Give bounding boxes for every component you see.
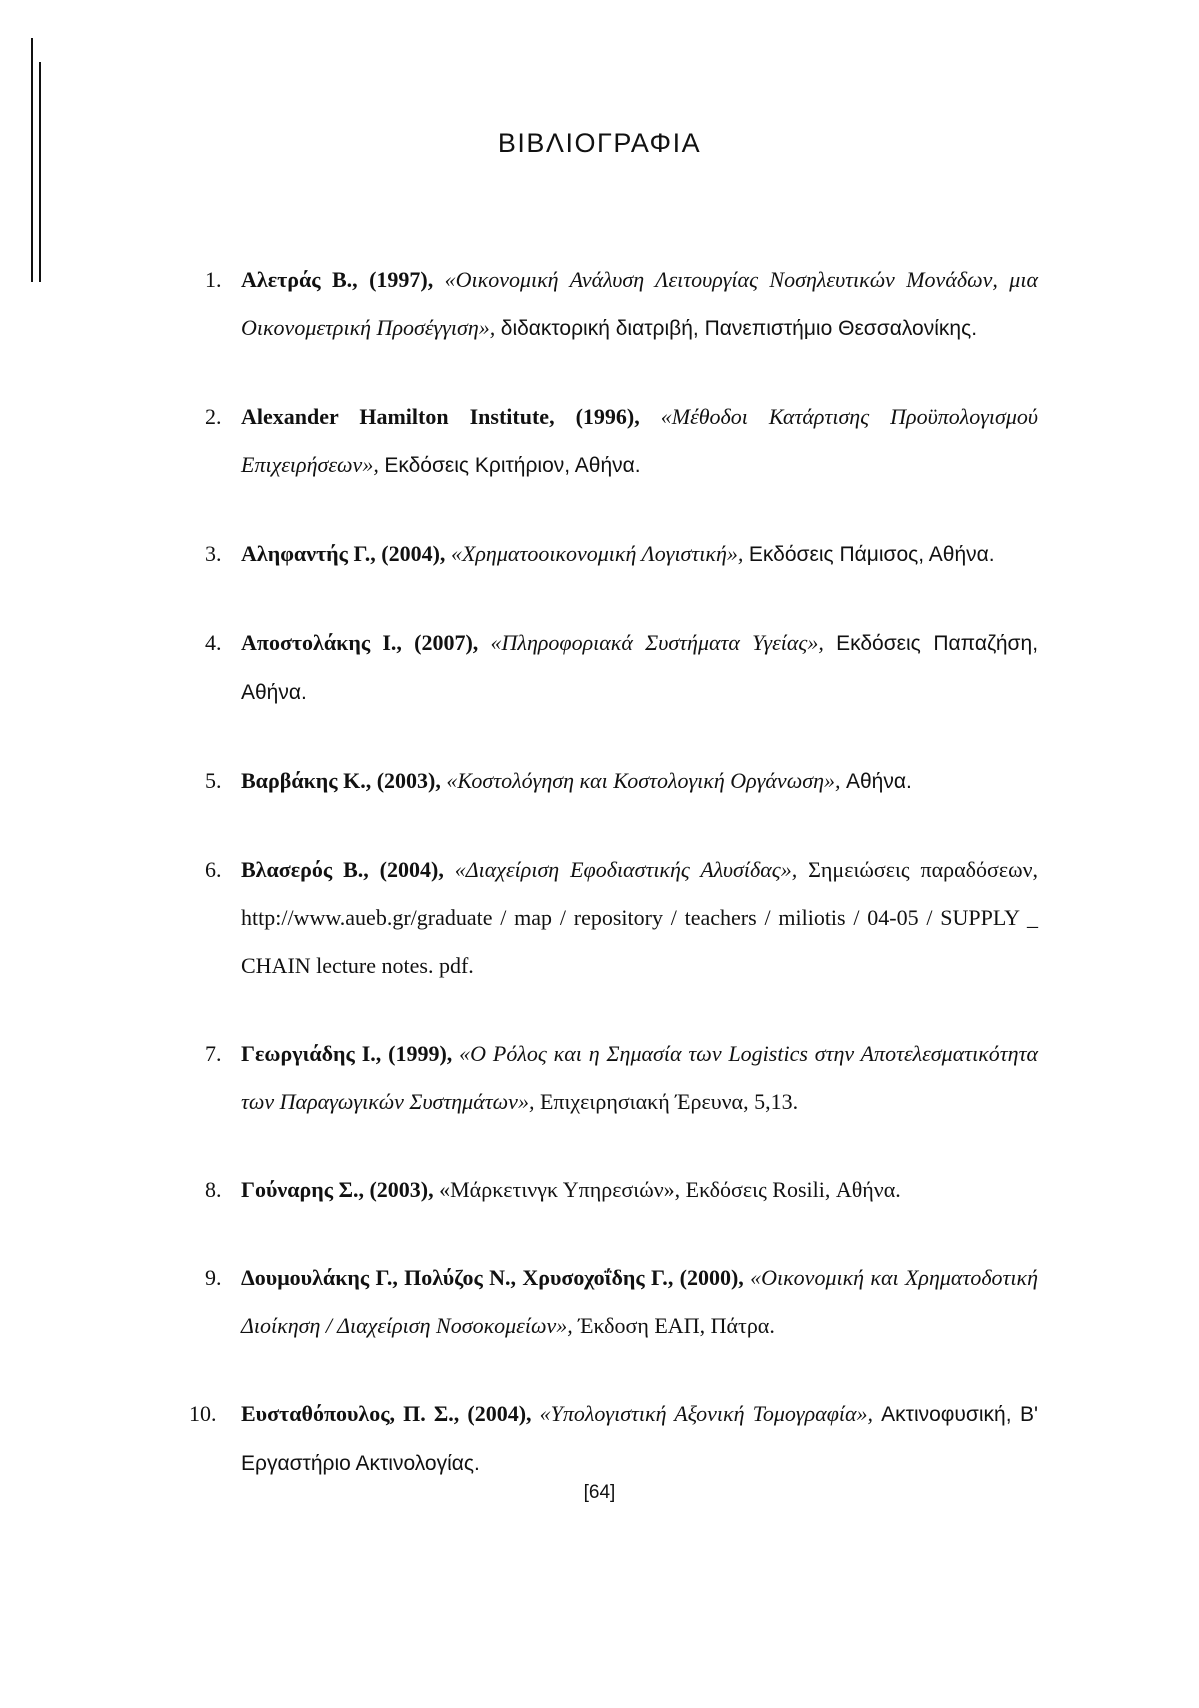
scan-edge-line <box>39 62 41 282</box>
reference-title: «Ο Ρόλος και η Σημασία των Logistics στην Αποτελεσματικότητα των Παραγωγικών Συστημάτων», <box>241 1041 1039 1114</box>
reference-author: Αληφαντής Γ. <box>241 541 371 566</box>
reference-year: , (1996), <box>549 404 640 429</box>
reference-item <box>205 1030 1038 1126</box>
reference-publisher: Εκδόσεις Πάμισος, Αθήνα. <box>748 543 995 566</box>
scan-edge-line <box>31 38 33 282</box>
reference-title: «Μάρκετινγκ Υπηρεσιών», <box>439 1177 681 1202</box>
reference-publisher: Εκδόσεις Κριτήριον, Αθήνα. <box>384 454 641 477</box>
reference-number: 3. <box>205 541 222 566</box>
reference-author: Δουμουλάκης Γ., Πολύζος Ν., Χρυσοχοΐδης Γ. <box>241 1265 668 1290</box>
reference-publisher: Έκδοση ΕΑΠ, Πάτρα. <box>578 1313 775 1338</box>
reference-title: «Πληροφοριακά Συστήματα Υγείας», <box>490 630 824 655</box>
reference-year: , (2000), <box>667 1265 744 1290</box>
reference-publisher: Επιχειρησιακή Έρευνα, 5,13. <box>539 1089 799 1114</box>
reference-publisher: διδακτορική διατριβή, Πανεπιστήμιο Θεσσαλονίκης. <box>500 317 978 340</box>
reference-number: 1. <box>205 267 222 292</box>
reference-item <box>189 1390 1039 1488</box>
reference-year: , (1999), <box>375 1041 453 1066</box>
reference-item <box>205 393 1038 490</box>
reference-title: «Κοστολόγηση και Κοστολογική Οργάνωση», <box>446 768 841 793</box>
reference-item <box>205 619 1038 717</box>
reference-number: 7. <box>205 1041 222 1066</box>
reference-title: «Μέθοδοι Κατάρτισης Προϋπολογισμού Επιχειρήσεων», <box>241 404 1039 477</box>
reference-item <box>205 530 1038 579</box>
reference-number: 8. <box>205 1177 222 1202</box>
reference-title: «Χρηματοοικονομική Λογιστική», <box>450 541 744 566</box>
reference-author: Alexander Hamilton Institute <box>241 404 550 429</box>
reference-title: «Διαχείριση Εφοδιαστικής Αλυσίδας», <box>454 857 798 882</box>
reference-number: 10. <box>189 1401 217 1426</box>
reference-author: Γεωργιάδης Ι. <box>241 1041 376 1066</box>
reference-year: , (2004), <box>453 1401 532 1426</box>
reference-number: 6. <box>205 857 222 882</box>
reference-author: Αποστολάκης Ι. <box>241 630 397 655</box>
reference-year: , (2003), <box>358 1177 434 1202</box>
reference-publisher: Αθήνα. <box>846 770 912 793</box>
reference-year: , (1997), <box>352 267 434 292</box>
reference-item <box>205 1166 1038 1214</box>
reference-author: Ευσταθόπουλος, Π. Σ. <box>241 1401 454 1426</box>
reference-title: «Οικονομική και Χρηματοδοτική Διοίκηση / Διαχείριση Νοσοκομείων», <box>241 1265 1039 1338</box>
reference-number: 5. <box>205 768 222 793</box>
reference-number: 9. <box>205 1265 222 1290</box>
page-title: ΒΙΒΛΙΟΓΡΑΦΙΑ <box>497 128 702 158</box>
reference-number: 4. <box>205 630 222 655</box>
reference-year: , (2004), <box>370 541 446 566</box>
reference-publisher: Εκδόσεις Παπαζήση, Αθήνα. <box>241 632 1039 704</box>
reference-year: , (2004), <box>363 857 444 882</box>
reference-year: , (2003), <box>365 768 441 793</box>
reference-author: Γούναρης Σ. <box>241 1177 359 1202</box>
reference-year: , (2007), <box>396 630 479 655</box>
reference-item <box>205 757 1038 806</box>
reference-author: Αλετράς Β. <box>241 267 353 292</box>
reference-publisher: Σημειώσεις παραδόσεων, http://www.aueb.gr/graduate / map / repository / teachers / miliotis / 04-05 / SUPPLY _ CHAIN lecture notes. pdf. <box>241 857 1039 978</box>
reference-item <box>205 846 1038 990</box>
reference-author: Βαρβάκης Κ. <box>241 768 366 793</box>
page-number: [64] <box>583 1482 616 1503</box>
reference-item <box>205 256 1038 353</box>
reference-item <box>205 1254 1038 1350</box>
reference-publisher: Εκδόσεις Rosili, Αθήνα. <box>685 1177 901 1202</box>
reference-author: Βλασερός Β. <box>241 857 364 882</box>
reference-publisher: Ακτινοφυσική, Β' Εργαστήριο Ακτινολογίας. <box>241 1403 1039 1475</box>
reference-title: «Οικονομική Ανάλυση Λειτουργίας Νοσηλευτικών Μονάδων, μια Οικονομετρική Προσέγγιση», <box>241 267 1039 340</box>
reference-number: 2. <box>205 404 222 429</box>
reference-title: «Υπολογιστική Αξονική Τομογραφία», <box>539 1401 874 1426</box>
reference-list <box>189 256 1039 1488</box>
